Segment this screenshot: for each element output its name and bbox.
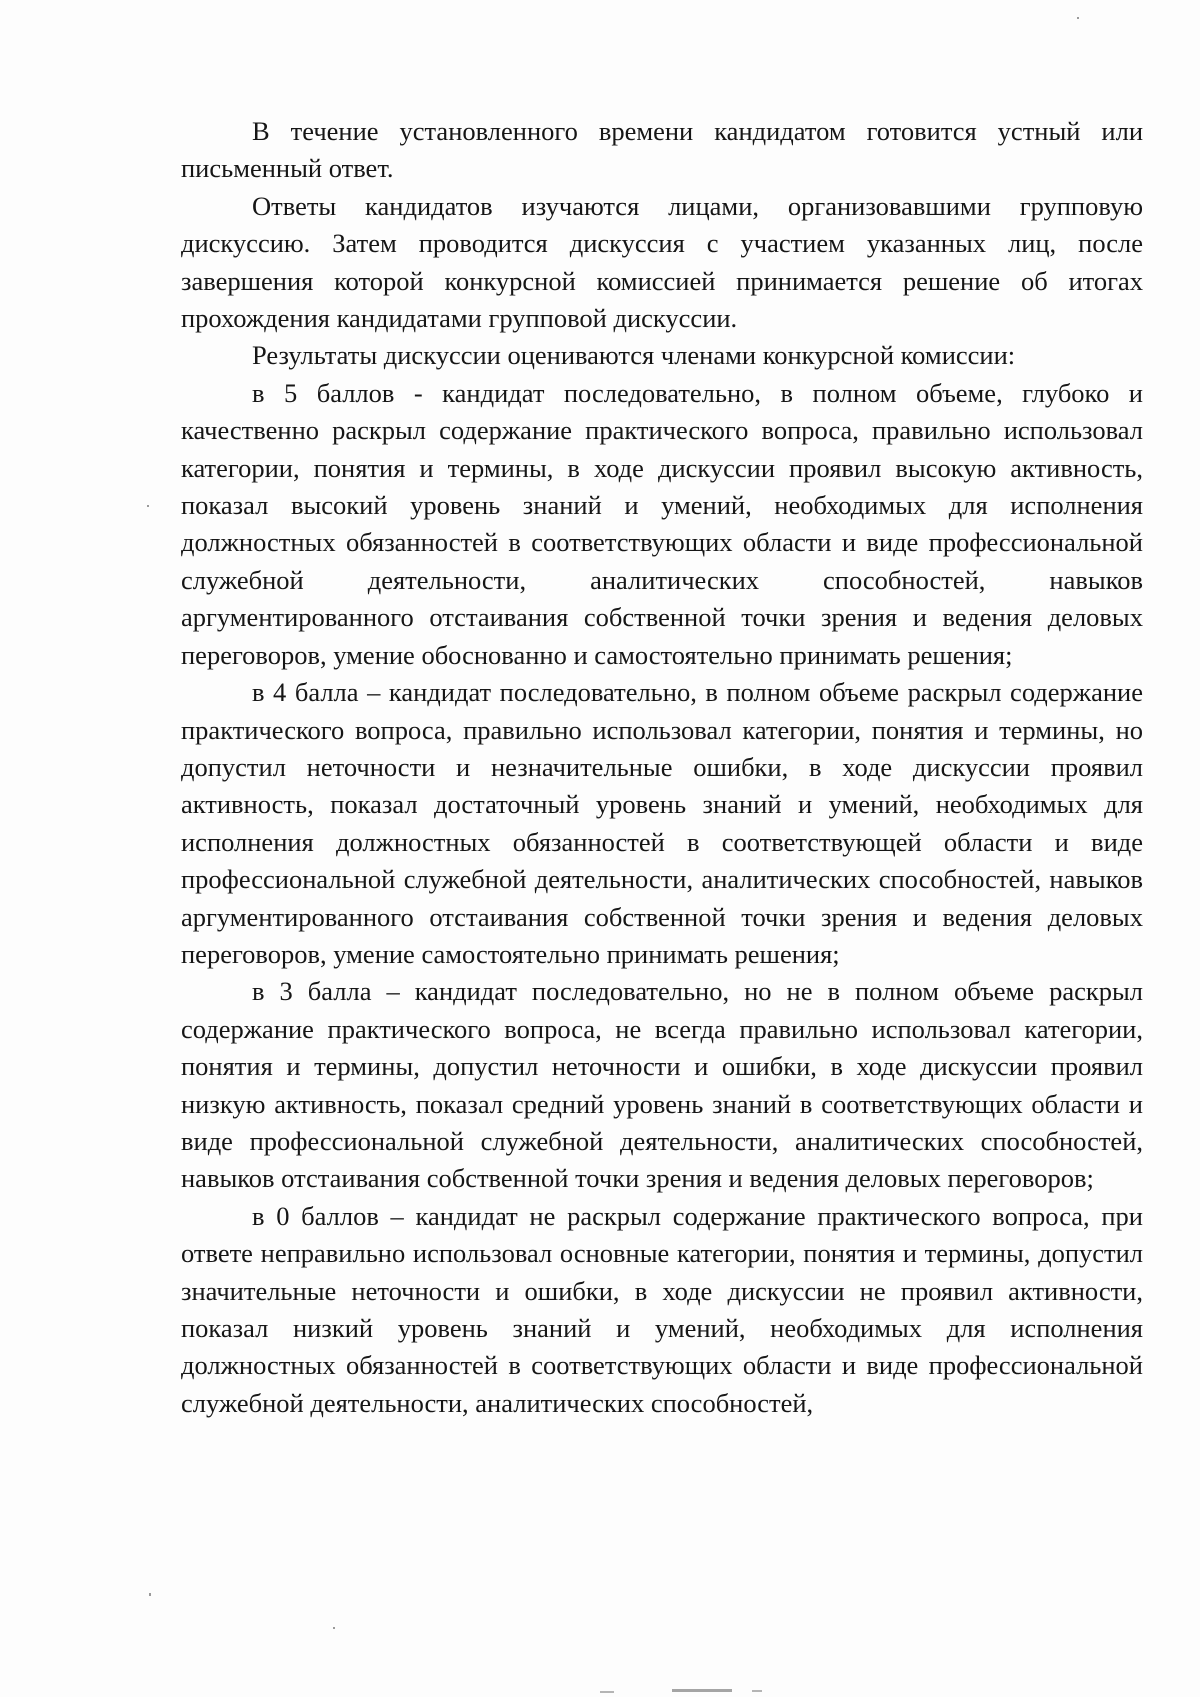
document-body <box>181 113 1143 1422</box>
scan-speck <box>1077 17 1079 19</box>
scan-speck <box>672 1689 732 1692</box>
scan-speck <box>600 1691 614 1693</box>
paragraph-score-5: в 5 баллов - кандидат последовательно, в полном объеме, глубоко и качественно раскрыл содержание практического вопроса, правильно использовал категории, понятия и термины, в ходе дискуссии проявил высокую активность, показал высокий уровень знаний и умений, необходимых для исполнения должностных обязанностей в соответствующих области и виде профессиональной служебной деятельности, аналитических способностей, навыков аргументированного отстаивания собственной точки зрения и ведения деловых переговоров, умение обоснованно и самостоятельно принимать решения; <box>181 377 1143 670</box>
scan-speck <box>149 1593 151 1596</box>
paragraph-score-0: в 0 баллов – кандидат не раскрыл содержание практического вопроса, при ответе неправильно использовал основные категории, понятия и термины, допустил значительные неточности и ошибки, в ходе дискуссии не проявил активности, показал низкий уровень знаний и умений, необходимых для исполнения должностных обязанностей в соответствующих области и виде профессиональной служебной деятельности, аналитических способностей, <box>181 1200 1143 1418</box>
paragraph-evaluation-intro: Результаты дискуссии оцениваются членами конкурсной комиссии: <box>252 340 1016 371</box>
scan-speck <box>147 505 149 507</box>
paragraph-answers-review: Ответы кандидатов изучаются лицами, организовавшими групповую дискуссию. Затем проводится дискуссия с участием указанных лиц, после завершения которой конкурсной комиссией принимается решение об итогах прохождения кандидатами групповой дискуссии. <box>181 190 1143 334</box>
scan-speck <box>333 1627 335 1629</box>
paragraph-score-3: в 3 балла – кандидат последовательно, но не в полном объеме раскрыл содержание практического вопроса, не всегда правильно использовал категории, понятия и термины, допустил неточности и ошибки, в ходе дискуссии проявил низкую активность, показал средний уровень знаний в соответствующих области и виде профессиональной служебной деятельности, аналитических способностей, навыков отстаивания собственной точки зрения и ведения деловых переговоров; <box>181 976 1143 1194</box>
paragraph-answer-preparation: В течение установленного времени кандидатом готовится устный или письменный ответ. <box>181 116 1143 184</box>
paragraph-score-4: в 4 балла – кандидат последовательно, в полном объеме раскрыл содержание практического вопроса, правильно использовал категории, понятия и термины, но допустил неточности и незначительные ошибки, в ходе дискуссии проявил активность, показал достаточный уровень знаний и умений, необходимых для исполнения должностных обязанностей в соответствующей области и виде профессиональной служебной деятельности, аналитических способностей, навыков аргументированного отстаивания собственной точки зрения и ведения деловых переговоров, умение самостоятельно принимать решения; <box>181 677 1143 969</box>
scan-speck <box>752 1690 762 1692</box>
